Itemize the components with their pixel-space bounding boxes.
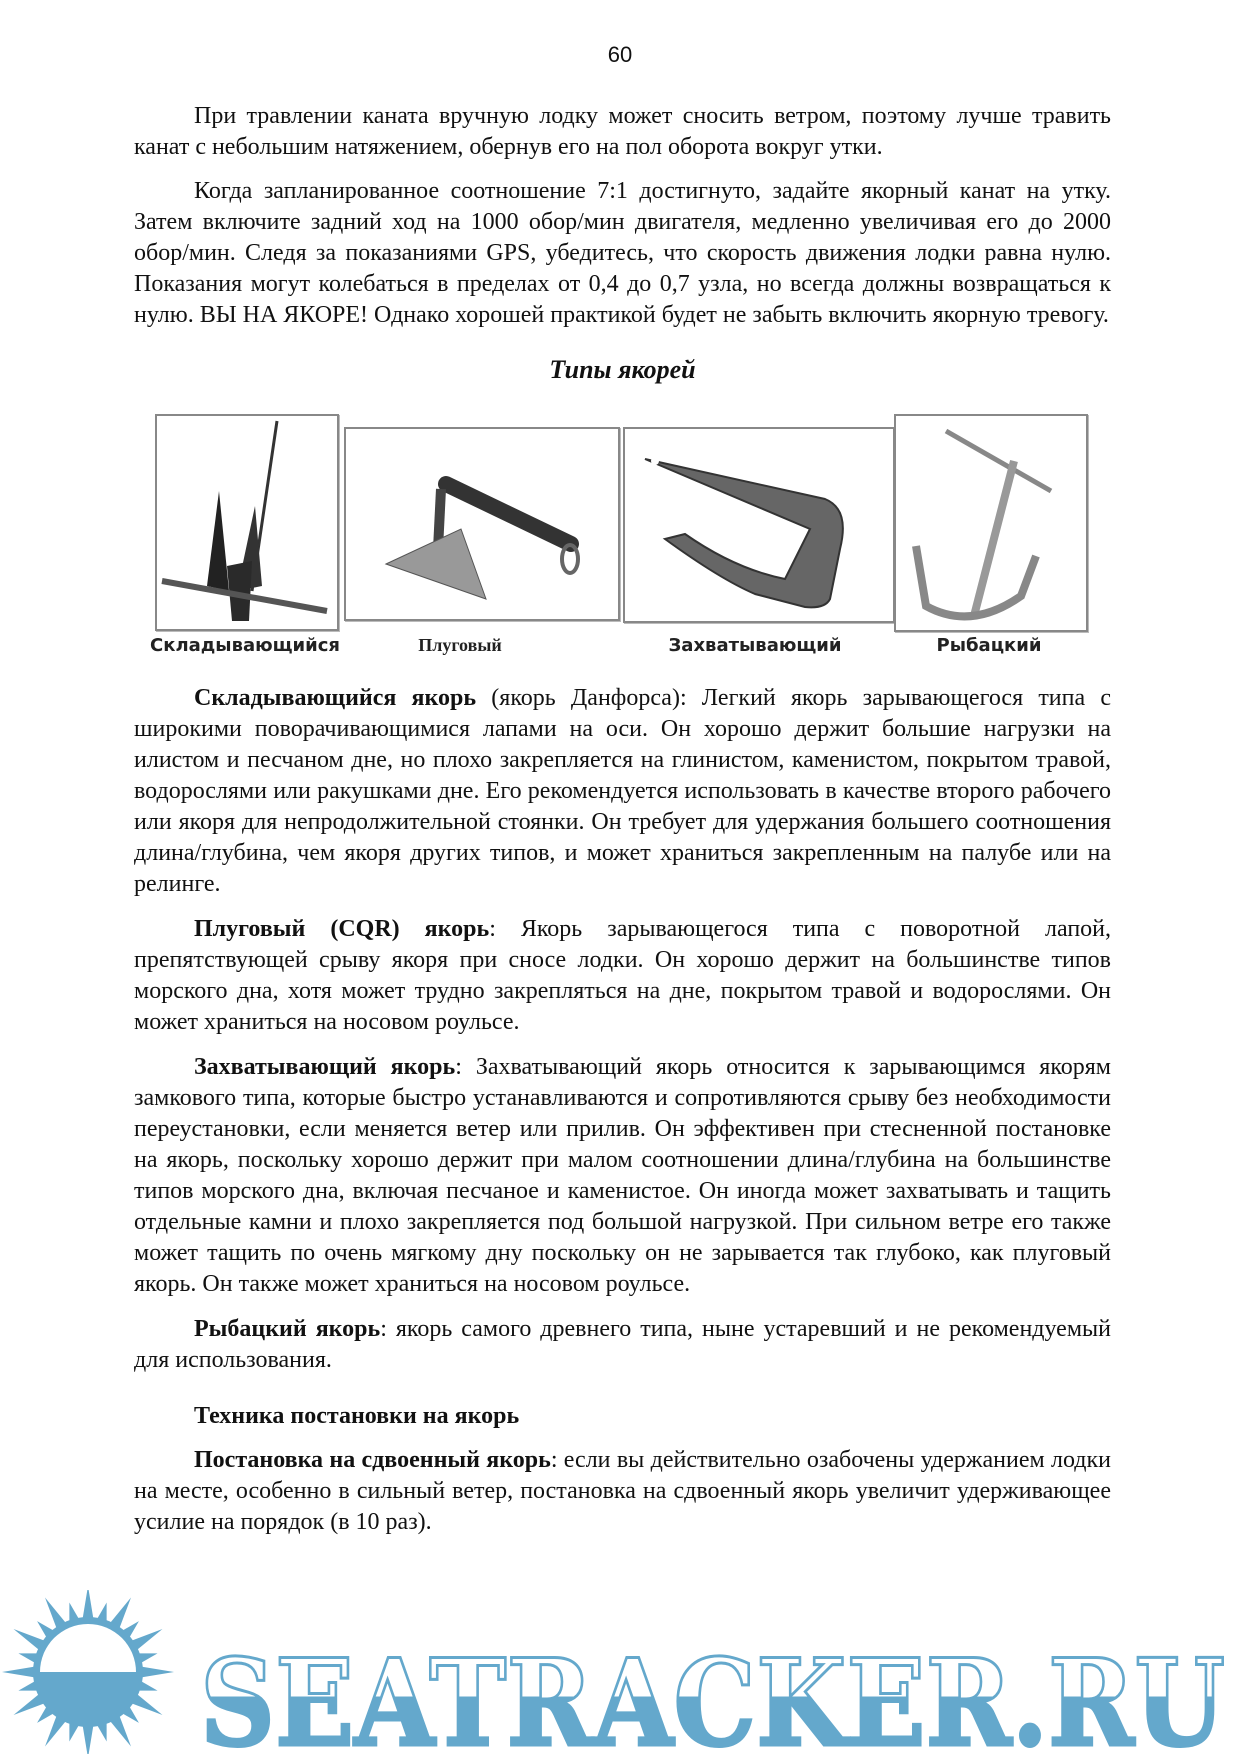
caption-folding: Складывающийся bbox=[150, 635, 340, 656]
definition-fisherman bbox=[134, 1314, 1111, 1376]
caption-claw: Захватывающий bbox=[668, 635, 842, 656]
definition-plow bbox=[134, 914, 1111, 1038]
page-body bbox=[134, 101, 1111, 1538]
paragraph-anchored: Когда запланированное соотношение 7:1 достигнуто, задайте якорный канат на утку. Затем включите задний ход на 1000 обор/мин двигателя, медленно увеличивая его до 2000 обор/мин. Следя за показаниями GPS, убедитесь, что скорость движения лодки равна нулю. Показания могут колебаться в пределах от 0,4 до 0,7 узла, но всегда должны возвращаться к нулю. ВЫ НА ЯКОРЕ! Однако хорошей практикой будет не забыть включить якорную тревогу. bbox=[134, 178, 1111, 328]
definition-text: (якорь Данфорса): Легкий якорь зарывающегося типа с широкими поворачивающимися лапами на оси. Он хорошо держит большие нагрузки на илистом и песчаном дне, но плохо закрепляется на глинистом, каменистом, покрытом травой, водорослями или ракушками дне. Его рекомендуется использовать в качестве второго рабочего или якоря для непродолжительной стоянки. Он требует для удержания большего соотношения длина/глубина, чем якоря других типов, и может храниться закрепленным на палубе или на релинге. bbox=[134, 685, 1111, 897]
definition-text: : Захватывающий якорь относится к зарывающимся якорям замкового типа, которые быстро устанавливаются и сопротивляются срыву без необходимости переустановки, если меняется ветер или прилив. Он эффективен при стесненной постановке на якорь, поскольку хорошо держит при малом соотношении длина/глубина на большинстве типов морского дна, включая песчаное и каменистое. Он иногда может захватывать и тащить отдельные камни и плохо закрепляется под большой нагрузкой. При сильном ветре его также может тащить по очень мягкому дну поскольку он не зарывается так глубоко, как плуговый якорь. Он также может храниться на носовом роульсе. bbox=[134, 1054, 1111, 1297]
definition-text: : Якорь зарывающегося типа с поворотной лапой, препятствующей срыву якоря при сносе лодки. Он хорошо держит на большинстве типов морского дна, хотя может трудно закрепляться на дне, покрытом травой и водорослями. Он может храниться на носовом роульсе. bbox=[134, 916, 1112, 1035]
definition-folding bbox=[134, 683, 1111, 900]
definition-text: : якорь самого древнего типа, ныне устаревший и не рекомендуемый для использования. bbox=[134, 1316, 1111, 1373]
paragraph-anchor-rope: При травлении каната вручную лодку может сносить ветром, поэтому лучше травить канат с небольшим натяжением, обернув его на пол оборота вокруг утки. bbox=[134, 103, 1111, 160]
anchor-image-danforth bbox=[155, 414, 339, 631]
anchor-image-plow bbox=[344, 427, 620, 621]
subheading: Техника постановки на якорь bbox=[194, 1403, 520, 1429]
term: Захватывающий якорь bbox=[194, 1054, 456, 1080]
paragraph-text: : если вы действительно озабочены удержанием лодки на месте, особенно в сильный ветер, постановка на сдвоенный якорь увеличит удерживающее усилие на порядок (в 10 раз). bbox=[134, 1447, 1111, 1535]
paragraph-double-anchor bbox=[134, 1445, 1111, 1538]
anchor-types-figure bbox=[134, 385, 1111, 683]
caption-plow: Плуговый bbox=[418, 635, 502, 655]
anchor-image-fisherman bbox=[894, 414, 1088, 632]
watermark-text: SEATRACKER.RU bbox=[200, 1633, 1225, 1754]
page-number: 60 bbox=[607, 42, 633, 67]
definition-claw bbox=[134, 1052, 1111, 1300]
anchor-image-claw bbox=[623, 427, 895, 623]
term: Рыбацкий якорь bbox=[194, 1316, 381, 1342]
term: Складывающийся якорь bbox=[194, 685, 477, 711]
term: Плуговый (CQR) якорь bbox=[194, 916, 490, 942]
sun-ray bbox=[138, 1666, 174, 1678]
seatracker-watermark bbox=[0, 1590, 1240, 1754]
section-title: Типы якорей bbox=[549, 355, 696, 384]
sun-logo-icon bbox=[2, 1590, 174, 1754]
sun-ray bbox=[2, 1666, 38, 1678]
term: Постановка на сдвоенный якорь bbox=[194, 1447, 551, 1473]
caption-fisherman: Рыбацкий bbox=[936, 635, 1042, 656]
